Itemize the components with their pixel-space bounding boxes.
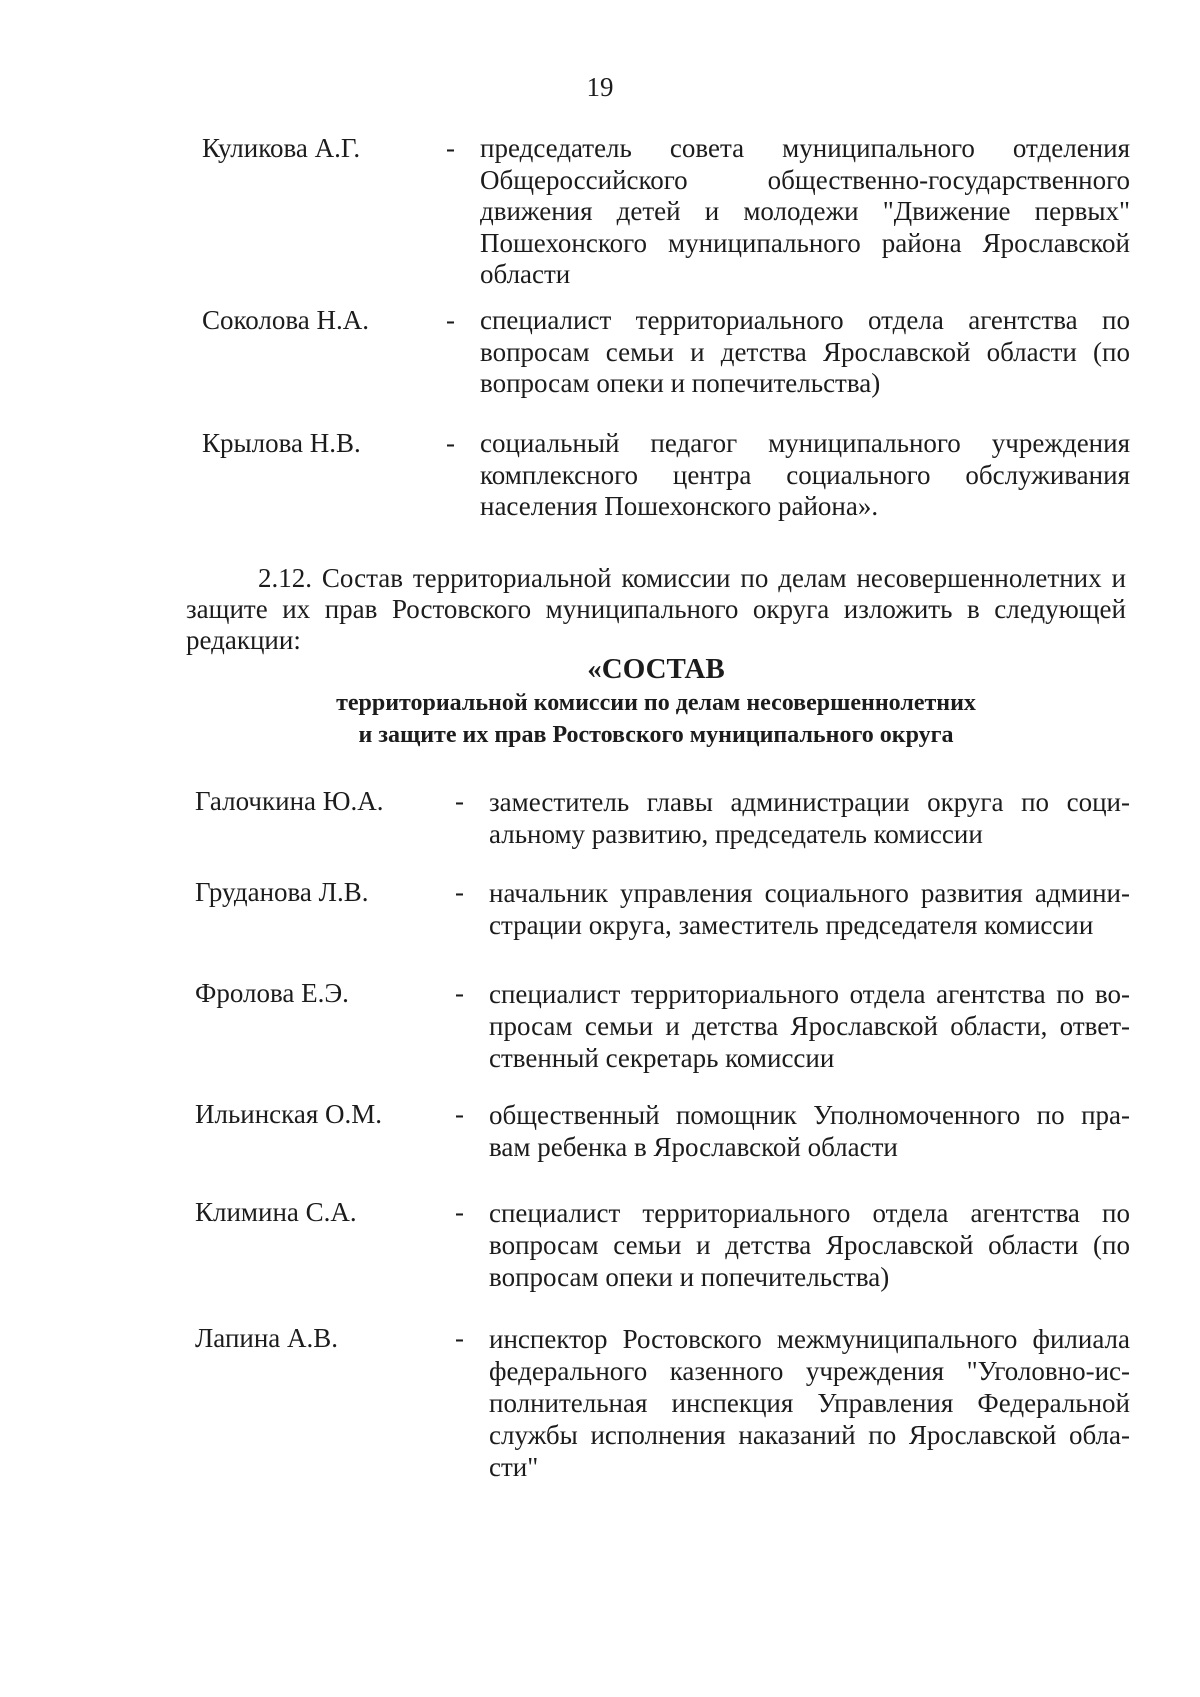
member-role: социальный педагог муниципального учреждения комплексного центра социального обслуживания населения Пошехонского района». <box>480 428 1130 521</box>
member-name: Климина С.А. <box>195 1197 357 1227</box>
member-role: специалист территориального отдела агентства по во-просам семьи и детства Ярославской области, ответ-ственный секретарь комиссии <box>489 979 1130 1073</box>
member-dash: - <box>455 1197 464 1227</box>
member-name: Фролова Е.Э. <box>195 978 349 1008</box>
member-role: заместитель главы администрации округа по соци-альному развитию, председатель комиссии <box>489 787 1130 849</box>
member-role: общественный помощник Уполномоченного по пра-вам ребенка в Ярославской области <box>489 1100 1130 1162</box>
member-dash: - <box>455 1323 464 1353</box>
member-dash: - <box>455 786 464 816</box>
member-dash: - <box>455 1099 464 1129</box>
member-dash: - <box>446 133 455 163</box>
member-list-rostov <box>195 786 1132 1506</box>
member-role: председатель совета муниципального отделения Общероссийского общественно-государственного движения детей и молодежи "Движение первых" Пошехонского муниципального района Ярославской области <box>480 133 1130 289</box>
page-number: 19 <box>586 72 614 102</box>
member-dash: - <box>446 428 455 458</box>
member-name: Груданова Л.В. <box>195 877 369 907</box>
member-name: Галочкина Ю.А. <box>195 786 384 816</box>
member-dash: - <box>455 978 464 1008</box>
composition-title: «СОСТАВ <box>587 653 725 685</box>
amendment-paragraph: 2.12. Состав территориальной комиссии по делам несовершеннолетних и защите их прав Ростовского муниципального округа изложить в следующей редакции: <box>186 563 1126 655</box>
member-list-poshekhonye <box>202 133 1132 553</box>
member-role: специалист территориального отдела агентства по вопросам семьи и детства Ярославской области (по вопросам опеки и попечительства) <box>489 1198 1130 1292</box>
member-name: Лапина А.В. <box>195 1323 339 1353</box>
member-role: инспектор Ростовского межмуниципального филиала федерального казенного учреждения "Уголовно-ис-полнительная инспекция Управления Федеральной службы исполнения наказаний по Ярославской обла-сти" <box>489 1324 1130 1482</box>
member-dash: - <box>446 305 455 335</box>
composition-subtitle-line2: и защите их прав Ростовского муниципального округа <box>358 722 954 748</box>
member-name: Ильинская О.М. <box>195 1099 383 1129</box>
member-role: специалист территориального отдела агентства по вопросам семьи и детства Ярославской области (по вопросам опеки и попечительства) <box>480 305 1130 398</box>
member-role: начальник управления социального развития админи-страции округа, заместитель председателя комиссии <box>489 878 1130 940</box>
member-name: Крылова Н.В. <box>202 428 361 458</box>
member-name: Соколова Н.А. <box>202 305 369 335</box>
member-dash: - <box>455 877 464 907</box>
member-name: Куликова А.Г. <box>202 133 361 163</box>
composition-subtitle-line1: территориальной комиссии по делам несовершеннолетних <box>336 690 976 716</box>
